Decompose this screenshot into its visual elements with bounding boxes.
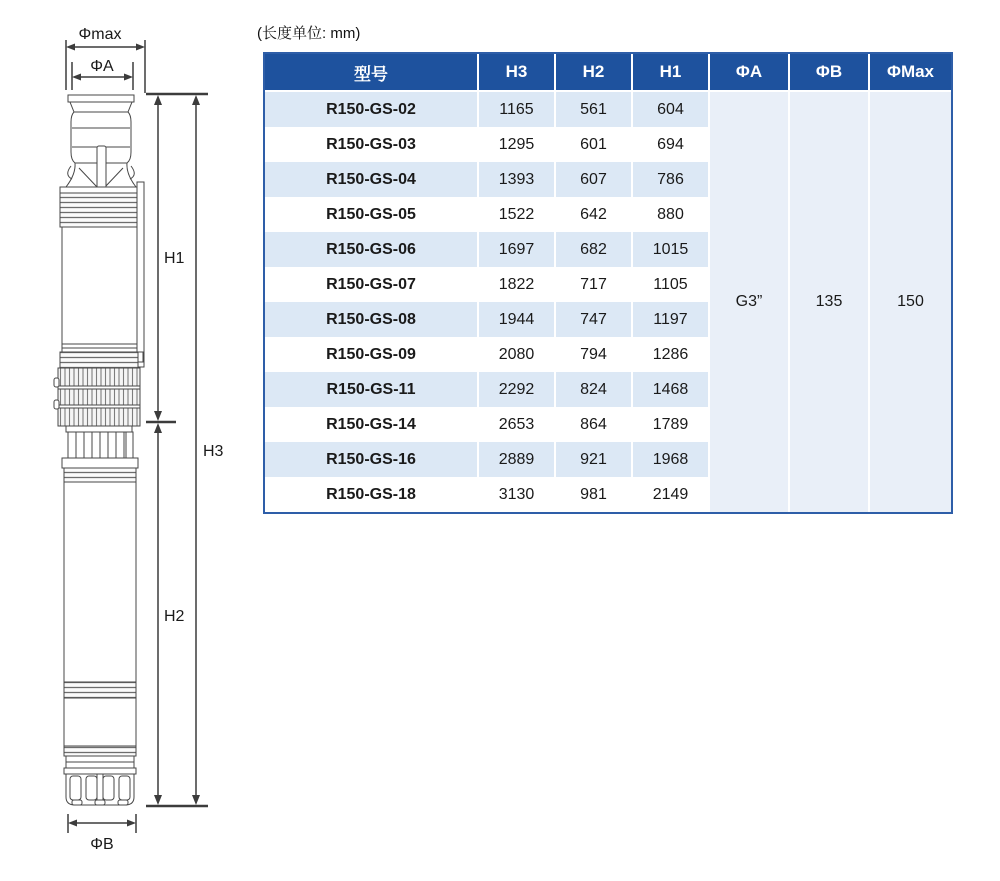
- value-cell: 864: [555, 407, 632, 442]
- value-cell: 642: [555, 197, 632, 232]
- spec-table-body: [265, 91, 951, 512]
- dim-label-phi-b: ΦB: [90, 836, 114, 853]
- model-cell: R150-GS-03: [265, 127, 478, 162]
- value-cell: 1105: [632, 267, 709, 302]
- value-cell: 1393: [478, 162, 555, 197]
- value-cell: 682: [555, 232, 632, 267]
- value-cell: 561: [555, 91, 632, 127]
- model-cell: R150-GS-16: [265, 442, 478, 477]
- value-cell: 921: [555, 442, 632, 477]
- model-cell: R150-GS-07: [265, 267, 478, 302]
- dim-label-h2: H2: [164, 608, 185, 625]
- value-cell: 1789: [632, 407, 709, 442]
- col-header-model: 型号: [265, 54, 478, 91]
- spec-table-header: [265, 54, 951, 91]
- shared-phi-a-cell: G3”: [709, 91, 789, 512]
- value-cell: 1944: [478, 302, 555, 337]
- model-cell: R150-GS-04: [265, 162, 478, 197]
- value-cell: 794: [555, 337, 632, 372]
- col-header-phi-b: ΦB: [789, 54, 869, 91]
- model-cell: R150-GS-08: [265, 302, 478, 337]
- value-cell: 1197: [632, 302, 709, 337]
- value-cell: 1165: [478, 91, 555, 127]
- value-cell: 747: [555, 302, 632, 337]
- dim-label-phi-max: Φmax: [78, 26, 122, 43]
- value-cell: 2653: [478, 407, 555, 442]
- shared-phi-b-cell: 135: [789, 91, 869, 512]
- pump-diagram: [0, 0, 240, 876]
- col-header-h1: H1: [632, 54, 709, 91]
- model-cell: R150-GS-14: [265, 407, 478, 442]
- model-cell: R150-GS-02: [265, 91, 478, 127]
- value-cell: 694: [632, 127, 709, 162]
- model-cell: R150-GS-18: [265, 477, 478, 512]
- value-cell: 717: [555, 267, 632, 302]
- value-cell: 1697: [478, 232, 555, 267]
- dim-label-phi-a: ΦA: [90, 58, 114, 75]
- value-cell: 1522: [478, 197, 555, 232]
- value-cell: 1968: [632, 442, 709, 477]
- dim-label-h1: H1: [164, 250, 185, 267]
- dim-label-h3: H3: [203, 443, 224, 460]
- value-cell: 824: [555, 372, 632, 407]
- shared-phi-max-cell: 150: [869, 91, 951, 512]
- value-cell: 2080: [478, 337, 555, 372]
- col-header-h2: H2: [555, 54, 632, 91]
- value-cell: 2889: [478, 442, 555, 477]
- value-cell: 1822: [478, 267, 555, 302]
- value-cell: 601: [555, 127, 632, 162]
- value-cell: 1295: [478, 127, 555, 162]
- value-cell: 880: [632, 197, 709, 232]
- value-cell: 2292: [478, 372, 555, 407]
- value-cell: 2149: [632, 477, 709, 512]
- value-cell: 3130: [478, 477, 555, 512]
- spec-table: [265, 54, 951, 512]
- model-cell: R150-GS-09: [265, 337, 478, 372]
- value-cell: 1468: [632, 372, 709, 407]
- value-cell: 786: [632, 162, 709, 197]
- value-cell: 1286: [632, 337, 709, 372]
- model-cell: R150-GS-06: [265, 232, 478, 267]
- col-header-h3: H3: [478, 54, 555, 91]
- value-cell: 981: [555, 477, 632, 512]
- unit-note: (长度单位: mm): [257, 25, 361, 42]
- table-row: [265, 91, 951, 127]
- model-cell: R150-GS-11: [265, 372, 478, 407]
- col-header-phi-a: ΦA: [709, 54, 789, 91]
- pump-body: [54, 95, 144, 805]
- pump-diagram-svg: [0, 0, 240, 876]
- col-header-phi-max: ΦMax: [869, 54, 951, 91]
- value-cell: 1015: [632, 232, 709, 267]
- spec-table-wrap: [263, 52, 953, 514]
- value-cell: 604: [632, 91, 709, 127]
- value-cell: 607: [555, 162, 632, 197]
- model-cell: R150-GS-05: [265, 197, 478, 232]
